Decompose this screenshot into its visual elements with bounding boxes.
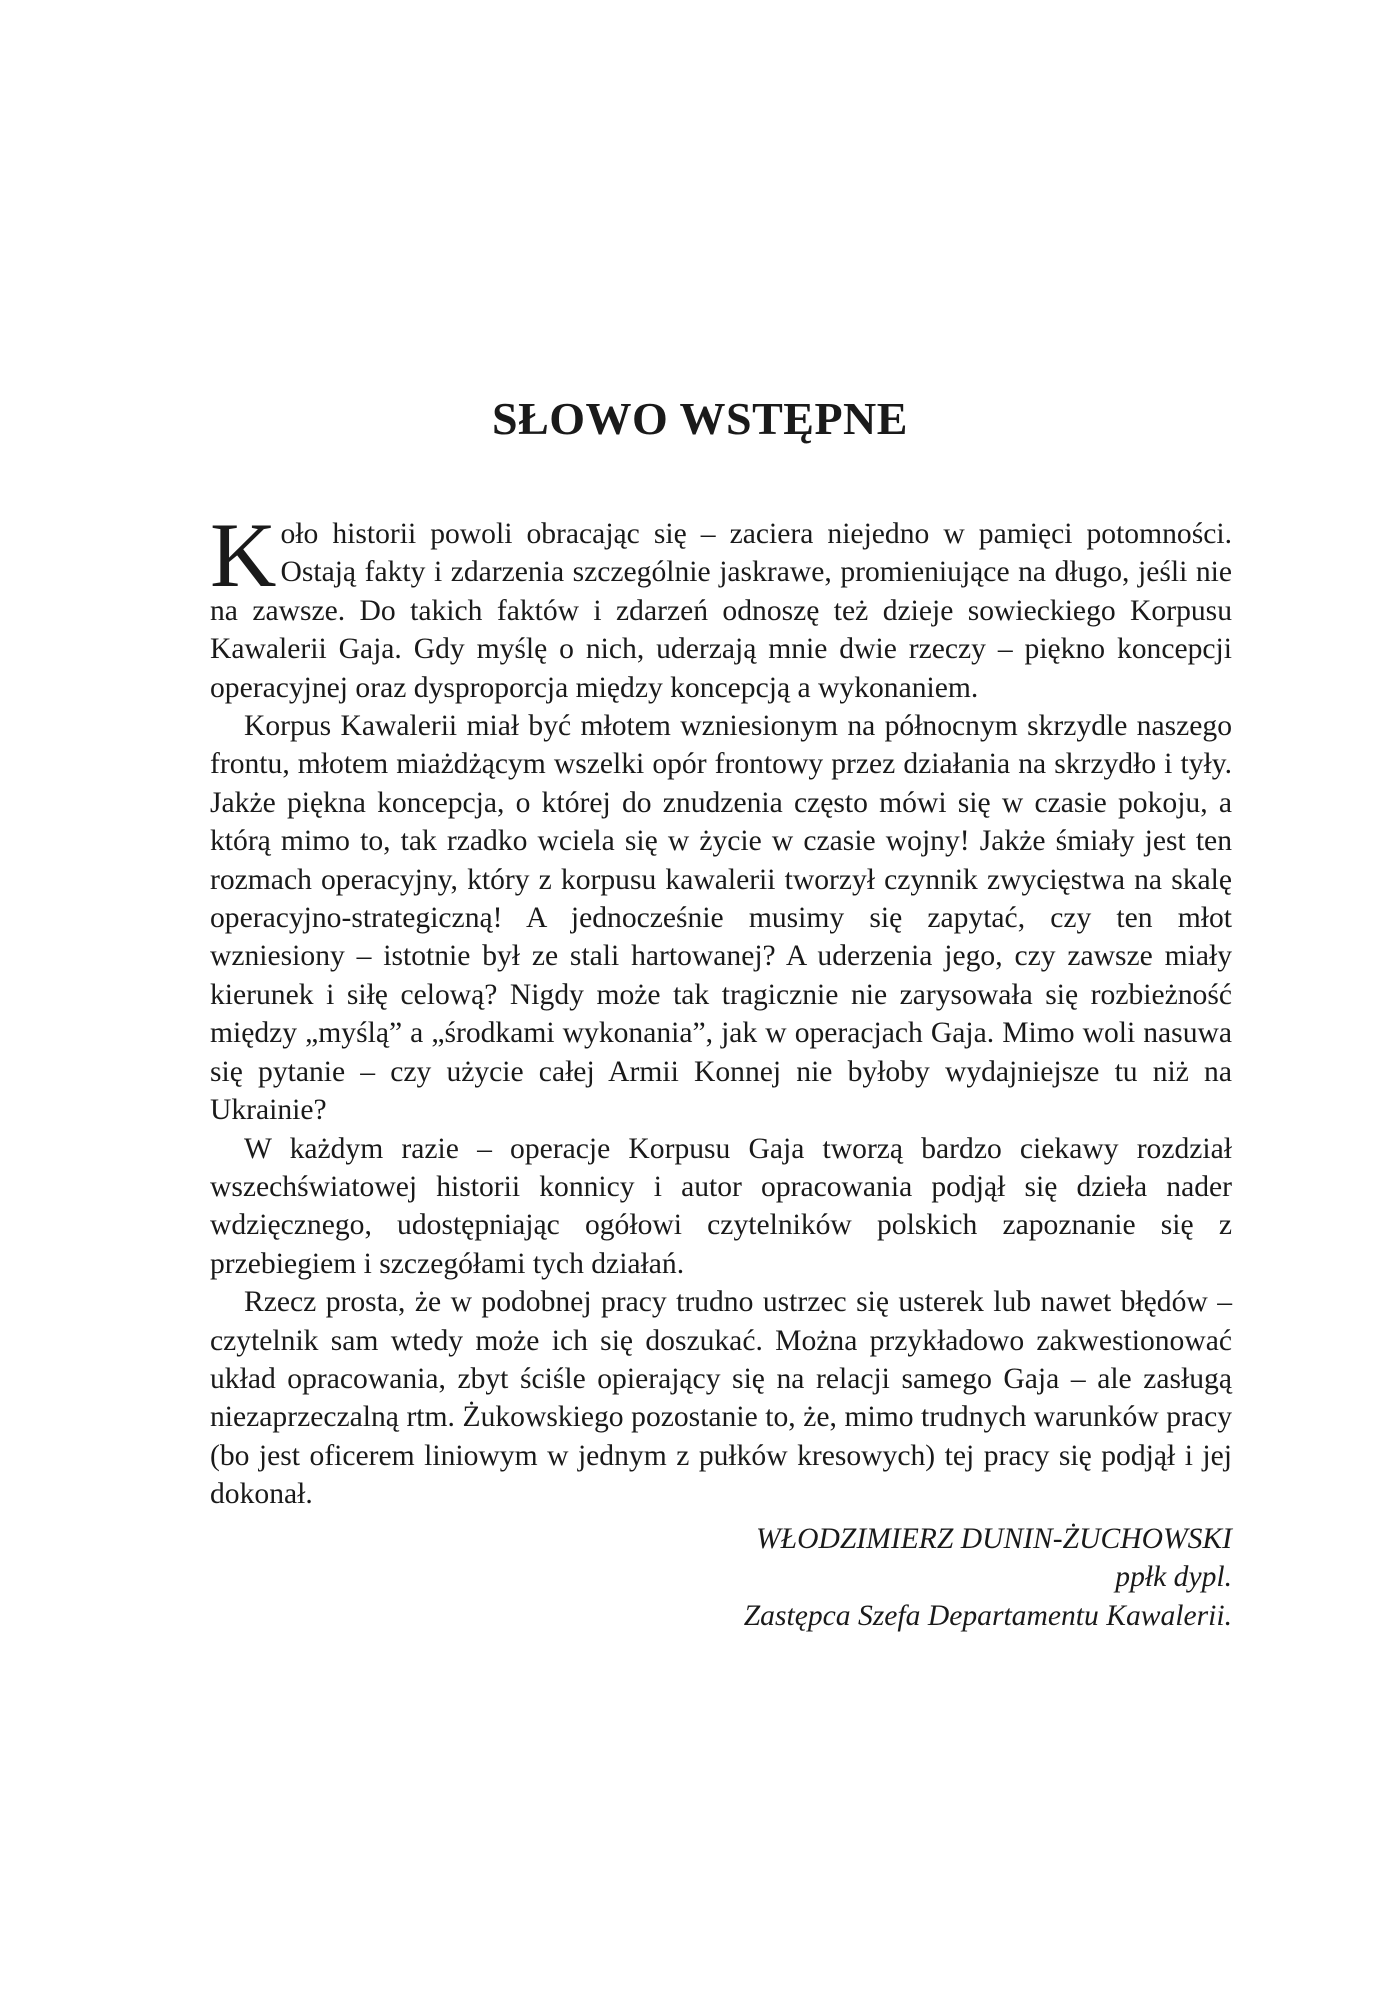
paragraph-2: Korpus Kawalerii miał być młotem wzniesionym na północnym skrzydle naszego frontu, młotem miażdżącym wszelki opór frontowy przez działania na skrzydło i tyły. Jakże piękna koncepcja, o której do znudzenia często mówi się w czasie pokoju, a którą mimo to, tak rzadko wciela się w życie w czasie wojny! Jakże śmiały jest ten rozmach operacyjny, który z korpusu kawalerii tworzył czynnik zwycięstwa na skalę operacyjno-strategiczną! A jednocześnie musimy się zapytać, czy ten młot wzniesiony – istotnie był ze stali hartowanej? A uderzenia jego, czy zawsze miały kierunek i siłę celową? Nigdy może tak tragicznie nie zarysowała się rozbieżność między „myślą” a „środkami wykonania”, jak w operacjach Gaja. Mimo woli nasuwa się pytanie – czy użycie całej Armii Konnej nie byłoby wydajniejsze tu niż na Ukrainie? bbox=[210, 710, 1232, 1127]
paragraph-4: Rzecz prosta, że w podobnej pracy trudno ustrzec się usterek lub nawet błędów – czytelnik sam wtedy może ich się doszukać. Można przykładowo zakwestionować układ opracowania, zbyt ściśle opierający się na relacji samego Gaja – ale zasługą niezaprzeczalną rtm. Żukowskiego pozostanie to, że, mimo trudnych warunków pracy (bo jest oficerem liniowym w jednym z pułków kresowych) tej pracy się podjął i jej dokonał. bbox=[210, 1286, 1232, 1511]
signature-block bbox=[210, 1520, 1232, 1635]
paragraph-1 bbox=[210, 504, 1232, 707]
signature-name: WŁODZIMIERZ DUNIN-ŻUCHOWSKI bbox=[756, 1523, 1232, 1555]
signature-position: Zastępca Szefa Departamentu Kawalerii. bbox=[743, 1599, 1232, 1632]
paragraph-3: W każdym razie – operacje Korpusu Gaja tworzą bardzo ciekawy rozdział wszechświatowej historii konnicy i autor opracowania podjął się dzieła nader wdzięcznego, udostępniając ogółowi czytelników polskich zapoznanie się z przebiegiem i szczegółami tych działań. bbox=[210, 1132, 1232, 1280]
body-text bbox=[210, 504, 1232, 1514]
paragraph-1-text: oło historii powoli obracając się – zaciera niejedno w pamięci potomności. Ostają fakty i zdarzenia szczególnie jaskrawe, promieniujące na długo, jeśli nie na zawsze. Do takich faktów i zdarzeń odnoszę też dzieje sowieckiego Korpusu Kawalerii Gaja. Gdy myślę o nich, uderzają mnie dwie rzeczy – piękno koncepcji operacyjnej oraz dysproporcja między koncepcją a wykonaniem. bbox=[210, 518, 1232, 704]
drop-cap: K bbox=[210, 504, 277, 606]
page-title: SŁOWO WSTĘPNE bbox=[492, 393, 908, 444]
signature-rank: ppłk dypl. bbox=[1115, 1561, 1232, 1594]
